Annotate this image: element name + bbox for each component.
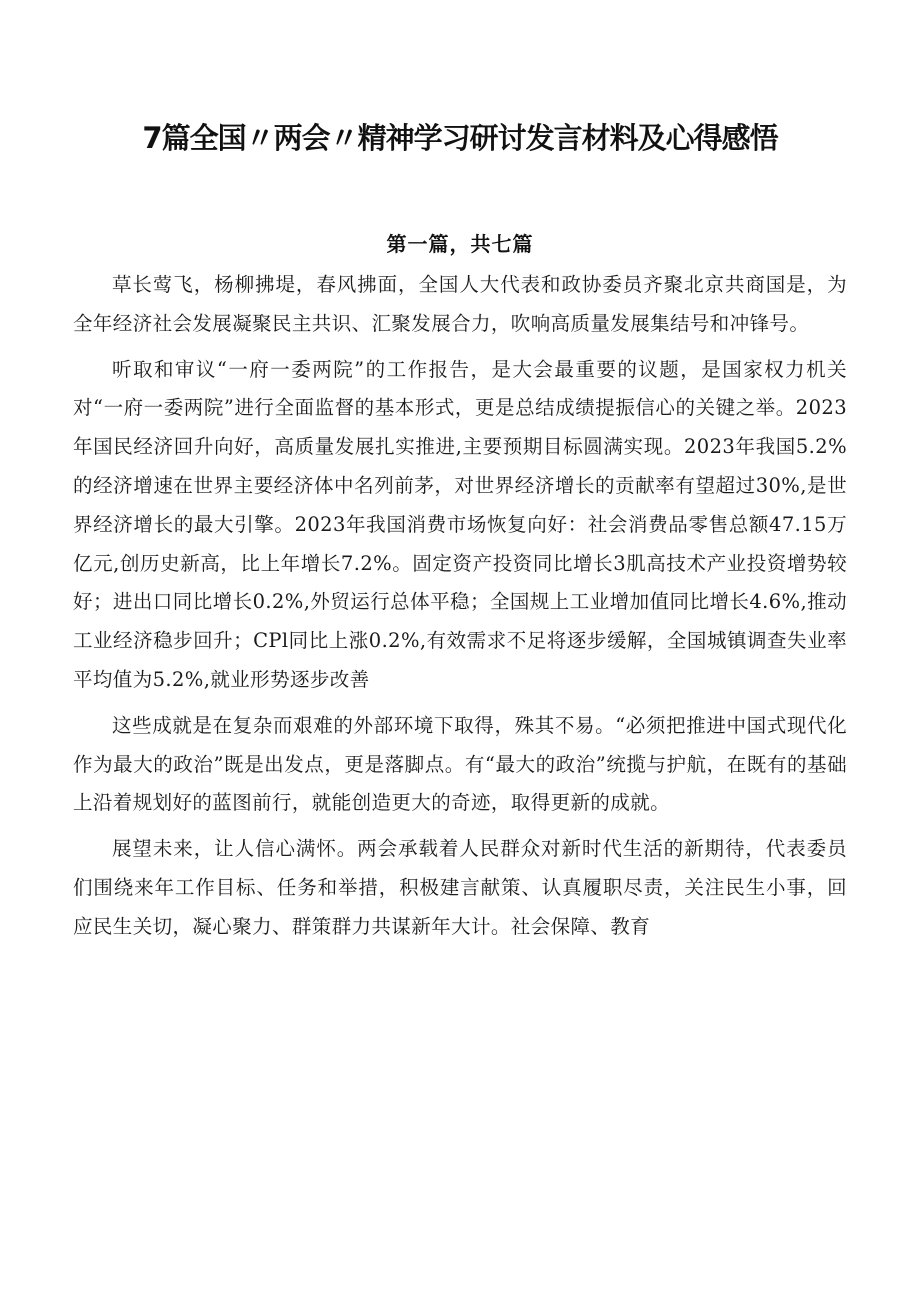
paragraph: 草长莺飞，杨柳拂堤，春风拂面，全国人大代表和政协委员齐聚北京共商国是，为全年经济社会发展凝聚民主共识、汇聚发展合力，吹响高质量发展集结号和冲锋号。 bbox=[73, 273, 847, 335]
document-title: 7篇全国〃两会〃精神学习研讨发言材料及心得感悟 bbox=[142, 121, 778, 155]
paragraph: 这些成就是在复杂而艰难的外部环境下取得，殊其不易。“必须把推进中国式现代化作为最大的政治”既是出发点，更是落脚点。有“最大的政治”统揽与护航，在既有的基础上沿着规划好的蓝图前行，就能创造更大的奇迹，取得更新的成就。 bbox=[73, 713, 847, 815]
document-body bbox=[73, 266, 847, 954]
paragraph: 展望未来，让人信心满怀。两会承载着人民群众对新时代生活的新期待，代表委员们围绕来年工作目标、任务和举措，积极建言献策、认真履职尽责，关注民生小事，回应民生关切，凝心聚力、群策群力共谋新年大计。社会保障、教育 bbox=[73, 837, 847, 938]
paragraph: 听取和审议“一府一委两院”的工作报告，是大会最重要的议题，是国家权力机关对“一府一委两院”进行全面监督的基本形式，更是总结成绩提振信心的关键之举。2023年国民经济回升向好，高质量发展扎实推进,主要预期目标圆满实现。2023年我国5.2%的经济增速在世界主要经济体中名列前茅，对世界经济增长的贡献率有望超过30%,是世界经济增长的最大引擎。2023年我国消费市场恢复向好：社会消费品零售总额47.15万亿元,创历史新高，比上年增长7.2%。固定资产投资同比增长3肌高技术产业投资增势较好；进出口同比增长0.2%,外贸运行总体平稳；全国规上工业增加值同比增长4.6%,推动工业经济稳步回升；CPl同比上涨0.2%,有效需求不足将逐步缓解，全国城镇调查失业率平均值为5.2%,就业形势逐步改善 bbox=[73, 357, 847, 691]
section-heading: 第一篇，共七篇 bbox=[386, 232, 534, 256]
